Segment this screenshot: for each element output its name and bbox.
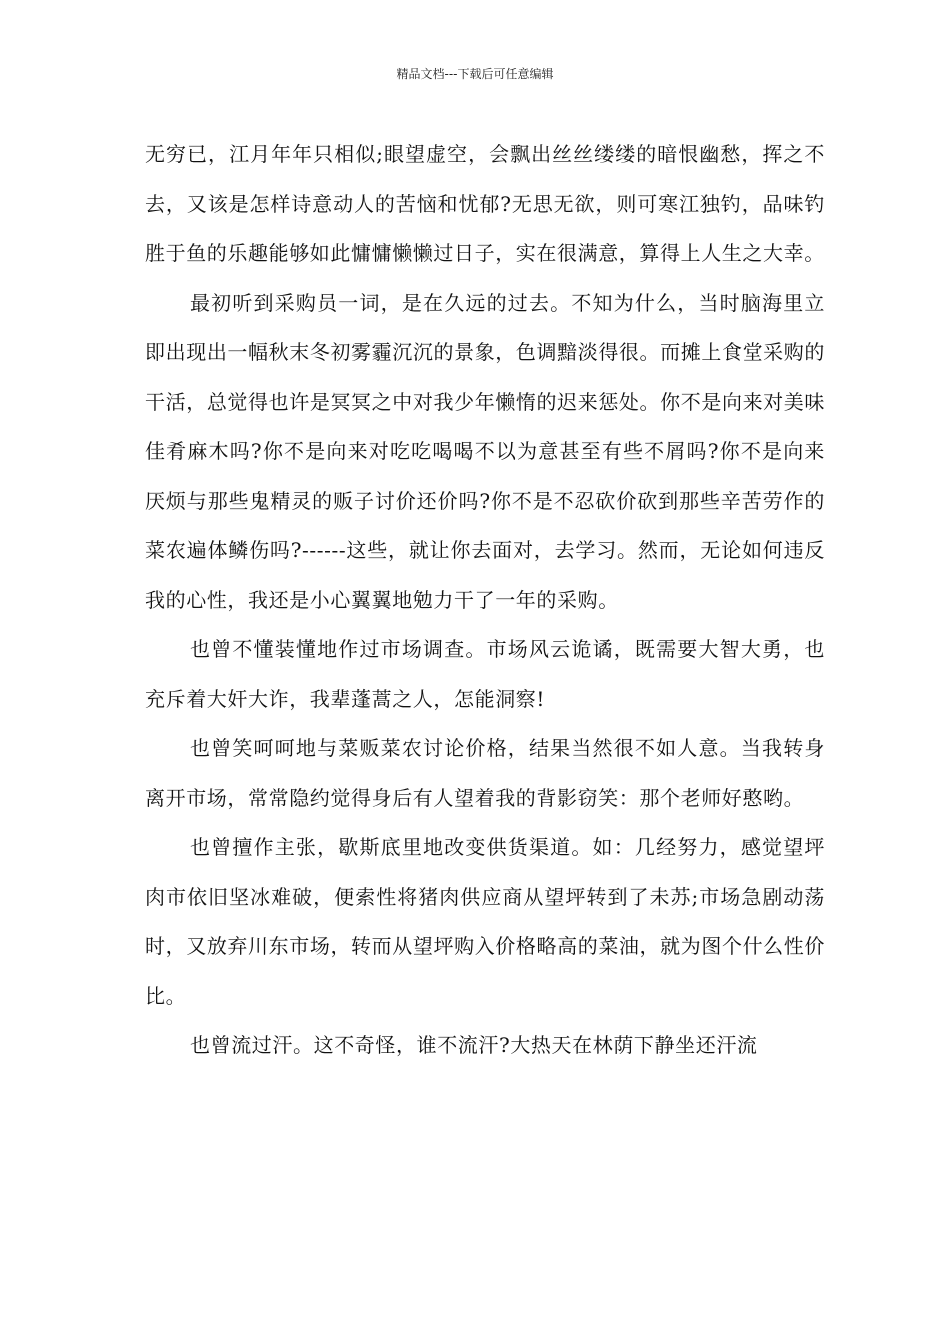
page-header: 精品文档---下载后可任意编辑 — [396, 67, 554, 81]
paragraph-4: 也曾笑呵呵地与菜贩菜农讨论价格，结果当然很不如人意。当我转身离开市场，常常隐约觉得身后有人望着我的背影窃笑：那个老师好憨哟。 — [145, 736, 825, 810]
paragraph-2: 最初听到采购员一词，是在久远的过去。不知为什么，当时脑海里立即出现出一幅秋末冬初雾霾沉沉的景象，色调黯淡得很。而摊上食堂采购的干活，总觉得也许是冥冥之中对我少年懒惰的迟来惩处。你不是向来对美味佳肴麻木吗?你不是向来对吃吃喝喝不以为意甚至有些不屑吗?你不是向来厌烦与那些鬼精灵的贩子讨价还价吗?你不是不忍砍价砍到那些辛苦劳作的菜农遍体鳞伤吗?------这些，就让你去面对，去学习。然而，无论如何违反我的心性，我还是小心翼翼地勉力干了一年的采购。 — [145, 290, 825, 612]
paragraph-1: 无穷已，江月年年只相似;眼望虚空，会飘出丝丝缕缕的暗恨幽愁，挥之不去，又该是怎样诗意动人的苦恼和忧郁?无思无欲，则可寒江独钓，品味钓胜于鱼的乐趣能够如此慵慵懒懒过日子，实在很满意，算得上人生之大幸。 — [145, 142, 825, 265]
paragraph-5: 也曾擅作主张，歇斯底里地改变供货渠道。如：几经努力，感觉望坪肉市依旧坚冰难破，便索性将猪肉供应商从望坪转到了未苏;市场急剧动荡时，又放弃川东市场，转而从望坪购入价格略高的菜油，就为图个什么性价比。 — [145, 835, 825, 1008]
document-body — [145, 130, 825, 1071]
paragraph-6: 也曾流过汗。这不奇怪，谁不流汗?大热天在林荫下静坐还汗流 — [190, 1033, 758, 1057]
paragraph-3: 也曾不懂装懂地作过市场调查。市场风云诡谲，既需要大智大勇，也充斥着大奸大诈，我辈蓬蒿之人，怎能洞察! — [145, 637, 825, 711]
